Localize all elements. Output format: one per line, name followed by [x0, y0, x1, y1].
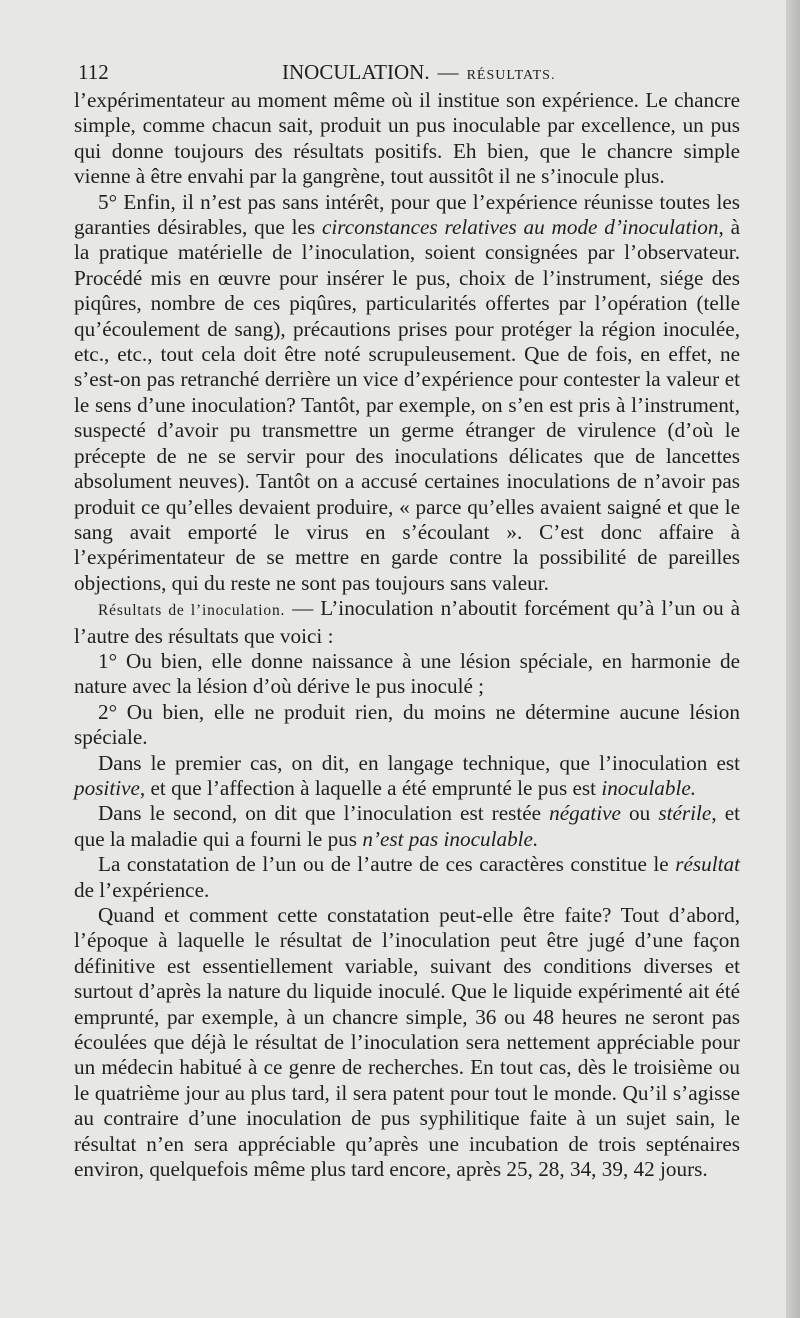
emphasis-text: circonstances relatives au mode d’inoculation — [321, 215, 719, 240]
page-number: 112 — [78, 60, 109, 84]
title-separator: — — [437, 60, 459, 84]
paragraph-text: de l’expérience. — [74, 877, 210, 902]
emphasis-text: positive — [74, 775, 140, 800]
body-text — [74, 88, 740, 1182]
paragraph-text: ou — [620, 801, 659, 826]
paragraph-text: Dans le second, on dit que l’inoculation est restée — [98, 801, 550, 826]
section-heading-paragraph — [74, 596, 740, 649]
section-title: RÉSULTATS. — [466, 68, 556, 83]
paragraph-continuation: l’expérimentateur au moment même où il institue son expérience. Le chancre simple, comme chacun sait, produit un pus inoculable par excellence, un pus qui donne toujours des résultats positifs. Eh bien, que le chancre simple vienne à être envahi par la gangrène, tout aussitôt il ne s’inocule plus. — [74, 88, 740, 189]
emphasis-text: négative — [549, 801, 621, 826]
paragraph-text: — L’inoculation n’aboutit forcément qu’à l’un ou à l’autre des résultats que voici : — [74, 596, 741, 648]
paragraph-text: La constatation de l’un ou de l’autre de ces caractères constitue le — [98, 852, 676, 877]
paragraph-point-5 — [74, 190, 740, 597]
list-item-1: 1° Ou bien, elle donne naissance à une lésion spéciale, en harmonie de nature avec la lésion d’où dérive le pus inoculé ; — [74, 648, 740, 699]
emphasis-text: résultat — [675, 852, 740, 877]
paragraph-text: Dans le premier cas, on dit, en langage technique, que l’inoculation est — [98, 750, 740, 775]
list-item-2: 2° Ou bien, elle ne produit rien, du moins ne détermine aucune lésion spéciale. — [74, 699, 740, 750]
page-gutter-shadow — [786, 0, 800, 1318]
running-title — [282, 58, 555, 90]
chapter-title: INOCULATION. — [282, 60, 430, 84]
emphasis-text: n’est pas inoculable. — [362, 826, 539, 851]
paragraph-negative — [74, 801, 740, 852]
emphasis-text: stérile — [658, 801, 712, 826]
section-heading: Résultats de l’inoculation. — [98, 602, 286, 620]
paragraph-positive — [74, 751, 740, 802]
paragraph-text: , et que l’affection à laquelle a été emprunté le pus est — [139, 775, 602, 800]
emphasis-text: inoculable. — [601, 775, 697, 800]
paragraph-timing: Quand et comment cette constatation peut-elle être faite? Tout d’abord, l’époque à laquelle le résultat de l’inoculation peut être jugé d’une façon définitive est essentiellement variable, suivant des conditions diverses et surtout d’après la nature du liquide inoculé. Que le liquide expérimenté ait été emprunté, par exemple, à un chancre simple, 36 ou 48 heures ne seront pas écoulées que déjà le résultat de l’inoculation sera nettement appréciable pour un médecin habitué à ce genre de recherches. En tout cas, dès le troisième ou le quatrième jour au plus tard, il sera patent pour tout le monde. Qu’il s’agisse au contraire d’une inoculation de pus syphilitique faite à un sujet sain, le résultat n’en sera appréciable qu’après une incubation de trois septénaires environ, quelquefois même plus tard encore, après 25, 28, 34, 39, 42 jours. — [74, 903, 740, 1182]
paragraph-text: 5° Enfin, il n’est pas sans intérêt, pour que l’expérience réunisse toutes les garanties désirables, que les — [74, 189, 740, 240]
running-header — [78, 58, 738, 86]
paragraph-text: , à la pratique matérielle de l’inoculation, soient consignées par l’observateur. Procédé mis en œuvre pour insérer le pus, choix de l’instrument, siége des piqûres, nombre de ces piqûres, particularités offertes par l’opération (telle qu’écoulement de sang), précautions prises pour protéger la région inoculée, etc., etc., tout cela doit être noté scrupuleusement. Que de fois, en effet, ne s’est-on pas retranché derrière un vice d’expérience pour contester la valeur et le sens d’une inoculation? Tantôt, par exemple, on s’en est pris à l’instrument, suspecté d’avoir pu transmettre un germe étranger de virulence (d’où le précepte de ne se servir pour des inoculations délicates que de lancettes absolument neuves). Tantôt on a accusé certaines inoculations de n’avoir pas produit ce qu’elles devaient produire, « parce qu’elles avaient saigné et que le sang avait emporté le virus en s’écoulant ». C’est donc affaire à l’expérimentateur de se mettre en garde contre la possibilité de pareilles objections, qui du reste ne sont pas toujours sans valeur. — [74, 215, 740, 595]
paragraph-result — [74, 852, 740, 903]
paragraph-text: , et que la maladie qui a fourni le pus — [74, 801, 740, 851]
